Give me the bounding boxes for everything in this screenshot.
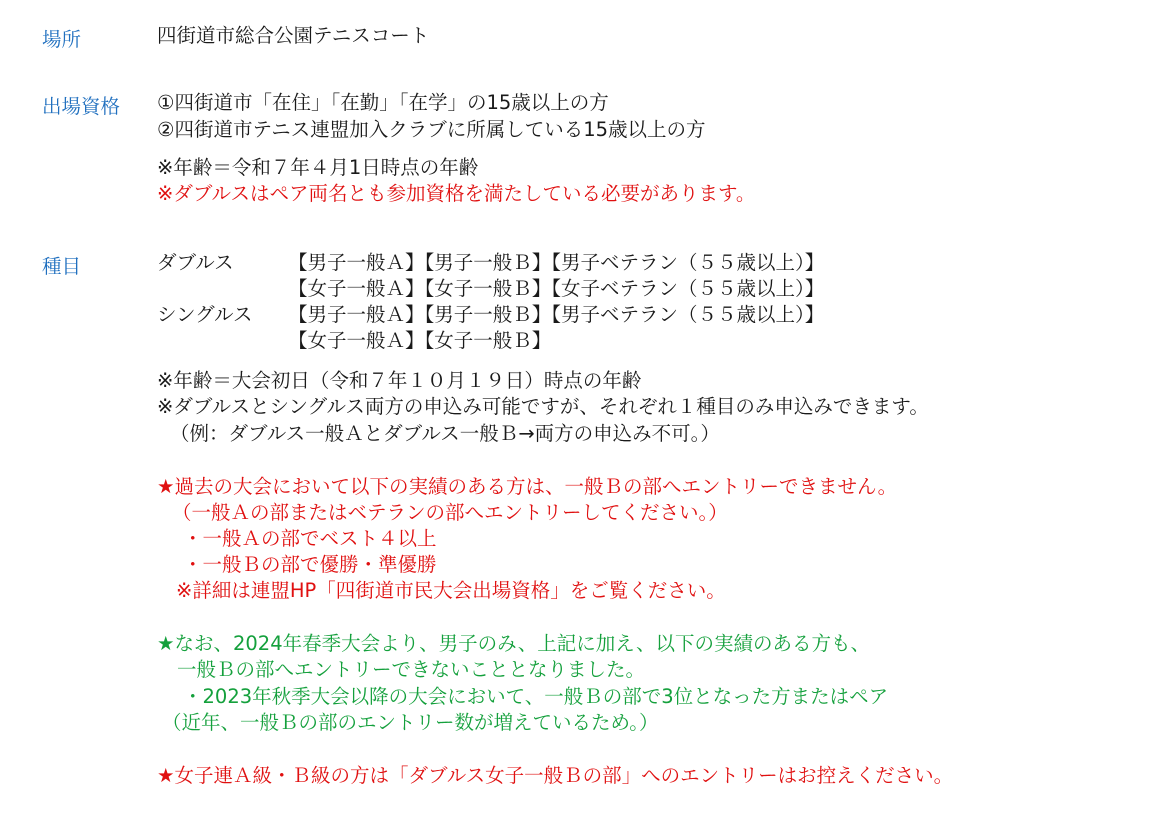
red-note-details: ※詳細は連盟HP「四街道市民大会出場資格」をご覧ください。 [176, 579, 726, 602]
green-note-reason: （近年、一般Ｂの部のエントリー数が増えているため。） [162, 711, 659, 734]
doubles-row-men: 【男子一般Ａ】【男子一般Ｂ】【男子ベテラン（５５歳以上）】 [288, 251, 825, 274]
singles-name: シングルス [157, 303, 253, 326]
venue-value: 四街道市総合公園テニスコート [157, 24, 430, 47]
green-note-bullet: ・2023年秋季大会以降の大会において、一般Ｂの部で3位となった方またはペア [183, 685, 889, 708]
green-note-heading: ★なお、2024年春季大会より、男子のみ、上記に加え、以下の実績のある方も、 [157, 632, 870, 655]
singles-row-men: 【男子一般Ａ】【男子一般Ｂ】【男子ベテラン（５５歳以上）】 [288, 303, 825, 326]
events-note-both: ※ダブルスとシングルス両方の申込み可能ですが、それぞれ１種目のみ申込みできます。 [157, 395, 929, 418]
events-label: 種目 [42, 255, 82, 278]
venue-label: 場所 [42, 28, 82, 51]
eligibility-age-note: ※年齢＝令和７年４月1日時点の年齢 [157, 156, 479, 179]
eligibility-item-1: ①四街道市「在住」「在勤」「在学」の15歳以上の方 [157, 91, 609, 114]
green-note-line-2: 一般Ｂの部へエントリーできないこととなりました。 [177, 658, 646, 681]
doubles-row-women: 【女子一般Ａ】【女子一般Ｂ】【女子ベテラン（５５歳以上）】 [288, 277, 825, 300]
red-note-heading: ★過去の大会において以下の実績のある方は、一般Ｂの部へエントリーできません。 [157, 475, 898, 498]
singles-row-women: 【女子一般Ａ】【女子一般Ｂ】 [288, 329, 552, 352]
final-note: ★女子連Ａ級・Ｂ級の方は「ダブルス女子一般Ｂの部」へのエントリーはお控えください。 [157, 764, 954, 787]
events-note-example: （例：ダブルス一般Ａとダブルス一般Ｂ→両方の申込み不可。） [170, 422, 720, 445]
eligibility-doubles-note: ※ダブルスはペア両名とも参加資格を満たしている必要があります。 [157, 182, 756, 205]
red-note-bullet-1: ・一般Ａの部でベスト４以上 [183, 527, 437, 550]
events-note-age: ※年齢＝大会初日（令和７年１０月１９日）時点の年齢 [157, 369, 642, 392]
eligibility-item-2: ②四街道市テニス連盟加入クラブに所属している15歳以上の方 [157, 118, 706, 141]
red-note-bullet-2: ・一般Ｂの部で優勝・準優勝 [183, 553, 437, 576]
eligibility-label: 出場資格 [42, 95, 121, 118]
doubles-name: ダブルス [157, 251, 234, 274]
red-note-instruction: （一般Ａの部またはベテランの部へエントリーしてください。） [172, 501, 728, 524]
